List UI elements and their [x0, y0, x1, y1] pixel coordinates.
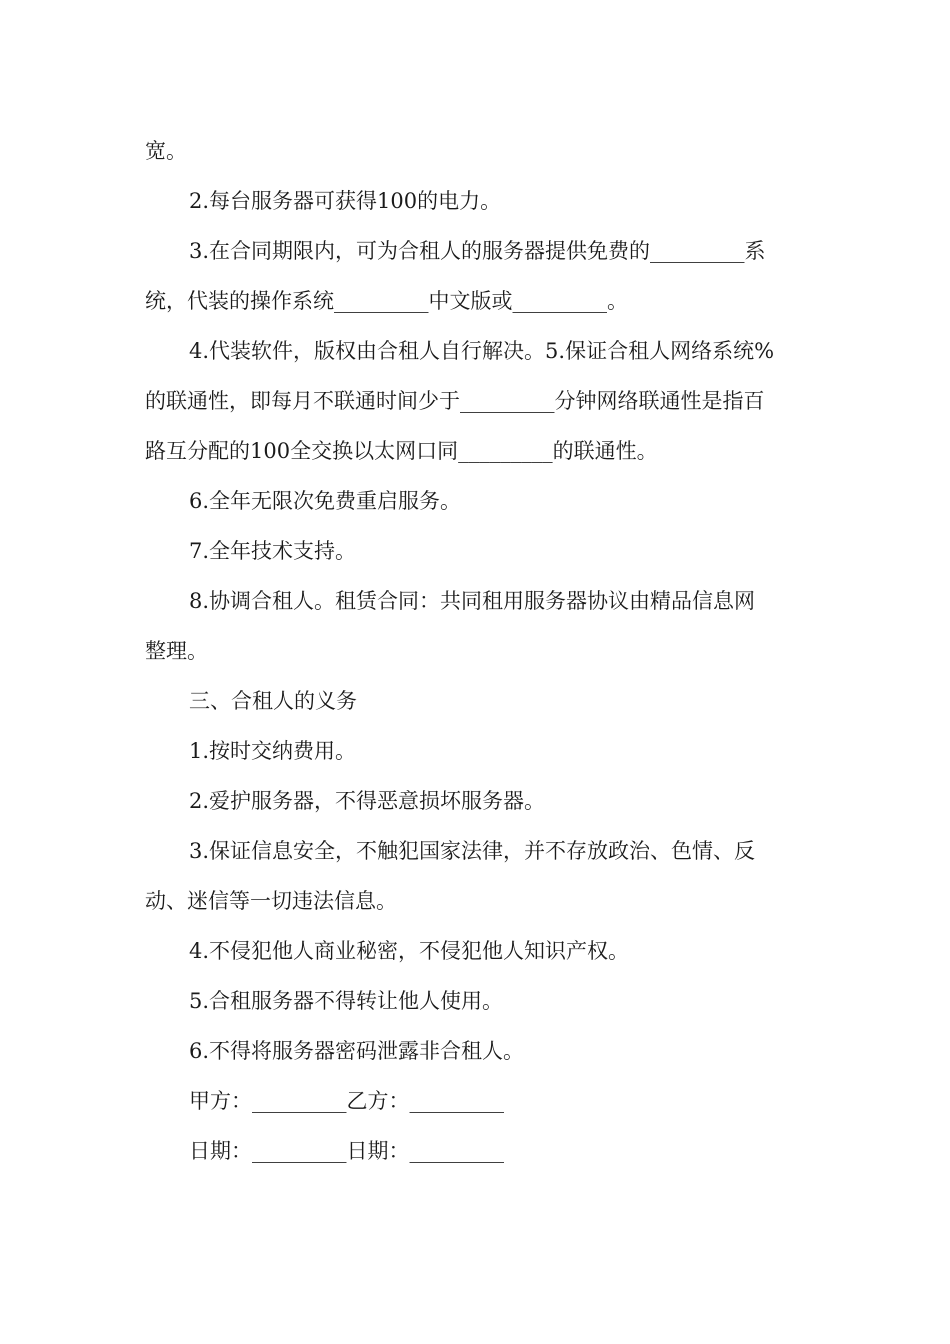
signature-line-date: 日期：_________日期：_________	[189, 1139, 504, 1163]
text-line: 路互分配的100全交换以太网口同_________的联通性。	[145, 439, 658, 463]
text-line: 4.代装软件，版权由合租人自行解决。5.保证合租人网络系统%	[189, 339, 775, 363]
signature-line-party: 甲方：_________乙方：_________	[189, 1089, 504, 1113]
text-line: 统，代装的操作系统_________中文版或_________。	[145, 289, 628, 313]
text-line: 6.不得将服务器密码泄露非合租人。	[189, 1039, 525, 1063]
text-line: 7.全年技术支持。	[189, 539, 357, 563]
text-line: 5.合租服务器不得转让他人使用。	[189, 989, 504, 1013]
text-line: 2.每台服务器可获得100的电力。	[189, 189, 502, 213]
text-line: 2.爱护服务器，不得恶意损坏服务器。	[189, 789, 546, 813]
text-line: 整理。	[145, 639, 208, 663]
text-line: 的联通性，即每月不联通时间少于_________分钟网络联通性是指百	[145, 389, 765, 413]
text-line: 动、迷信等一切违法信息。	[145, 889, 397, 913]
text-line: 8.协调合租人。租赁合同：共同租用服务器协议由精品信息网	[189, 589, 756, 613]
text-line: 1.按时交纳费用。	[189, 739, 357, 763]
text-line: 宽。	[145, 139, 187, 163]
section-heading: 三、合租人的义务	[189, 689, 357, 713]
text-line: 3.在合同期限内，可为合租人的服务器提供免费的_________系	[189, 239, 766, 263]
text-line: 6.全年无限次免费重启服务。	[189, 489, 462, 513]
text-line: 4.不侵犯他人商业秘密，不侵犯他人知识产权。	[189, 939, 630, 963]
text-line: 3.保证信息安全，不触犯国家法律，并不存放政治、色情、反	[189, 839, 756, 863]
